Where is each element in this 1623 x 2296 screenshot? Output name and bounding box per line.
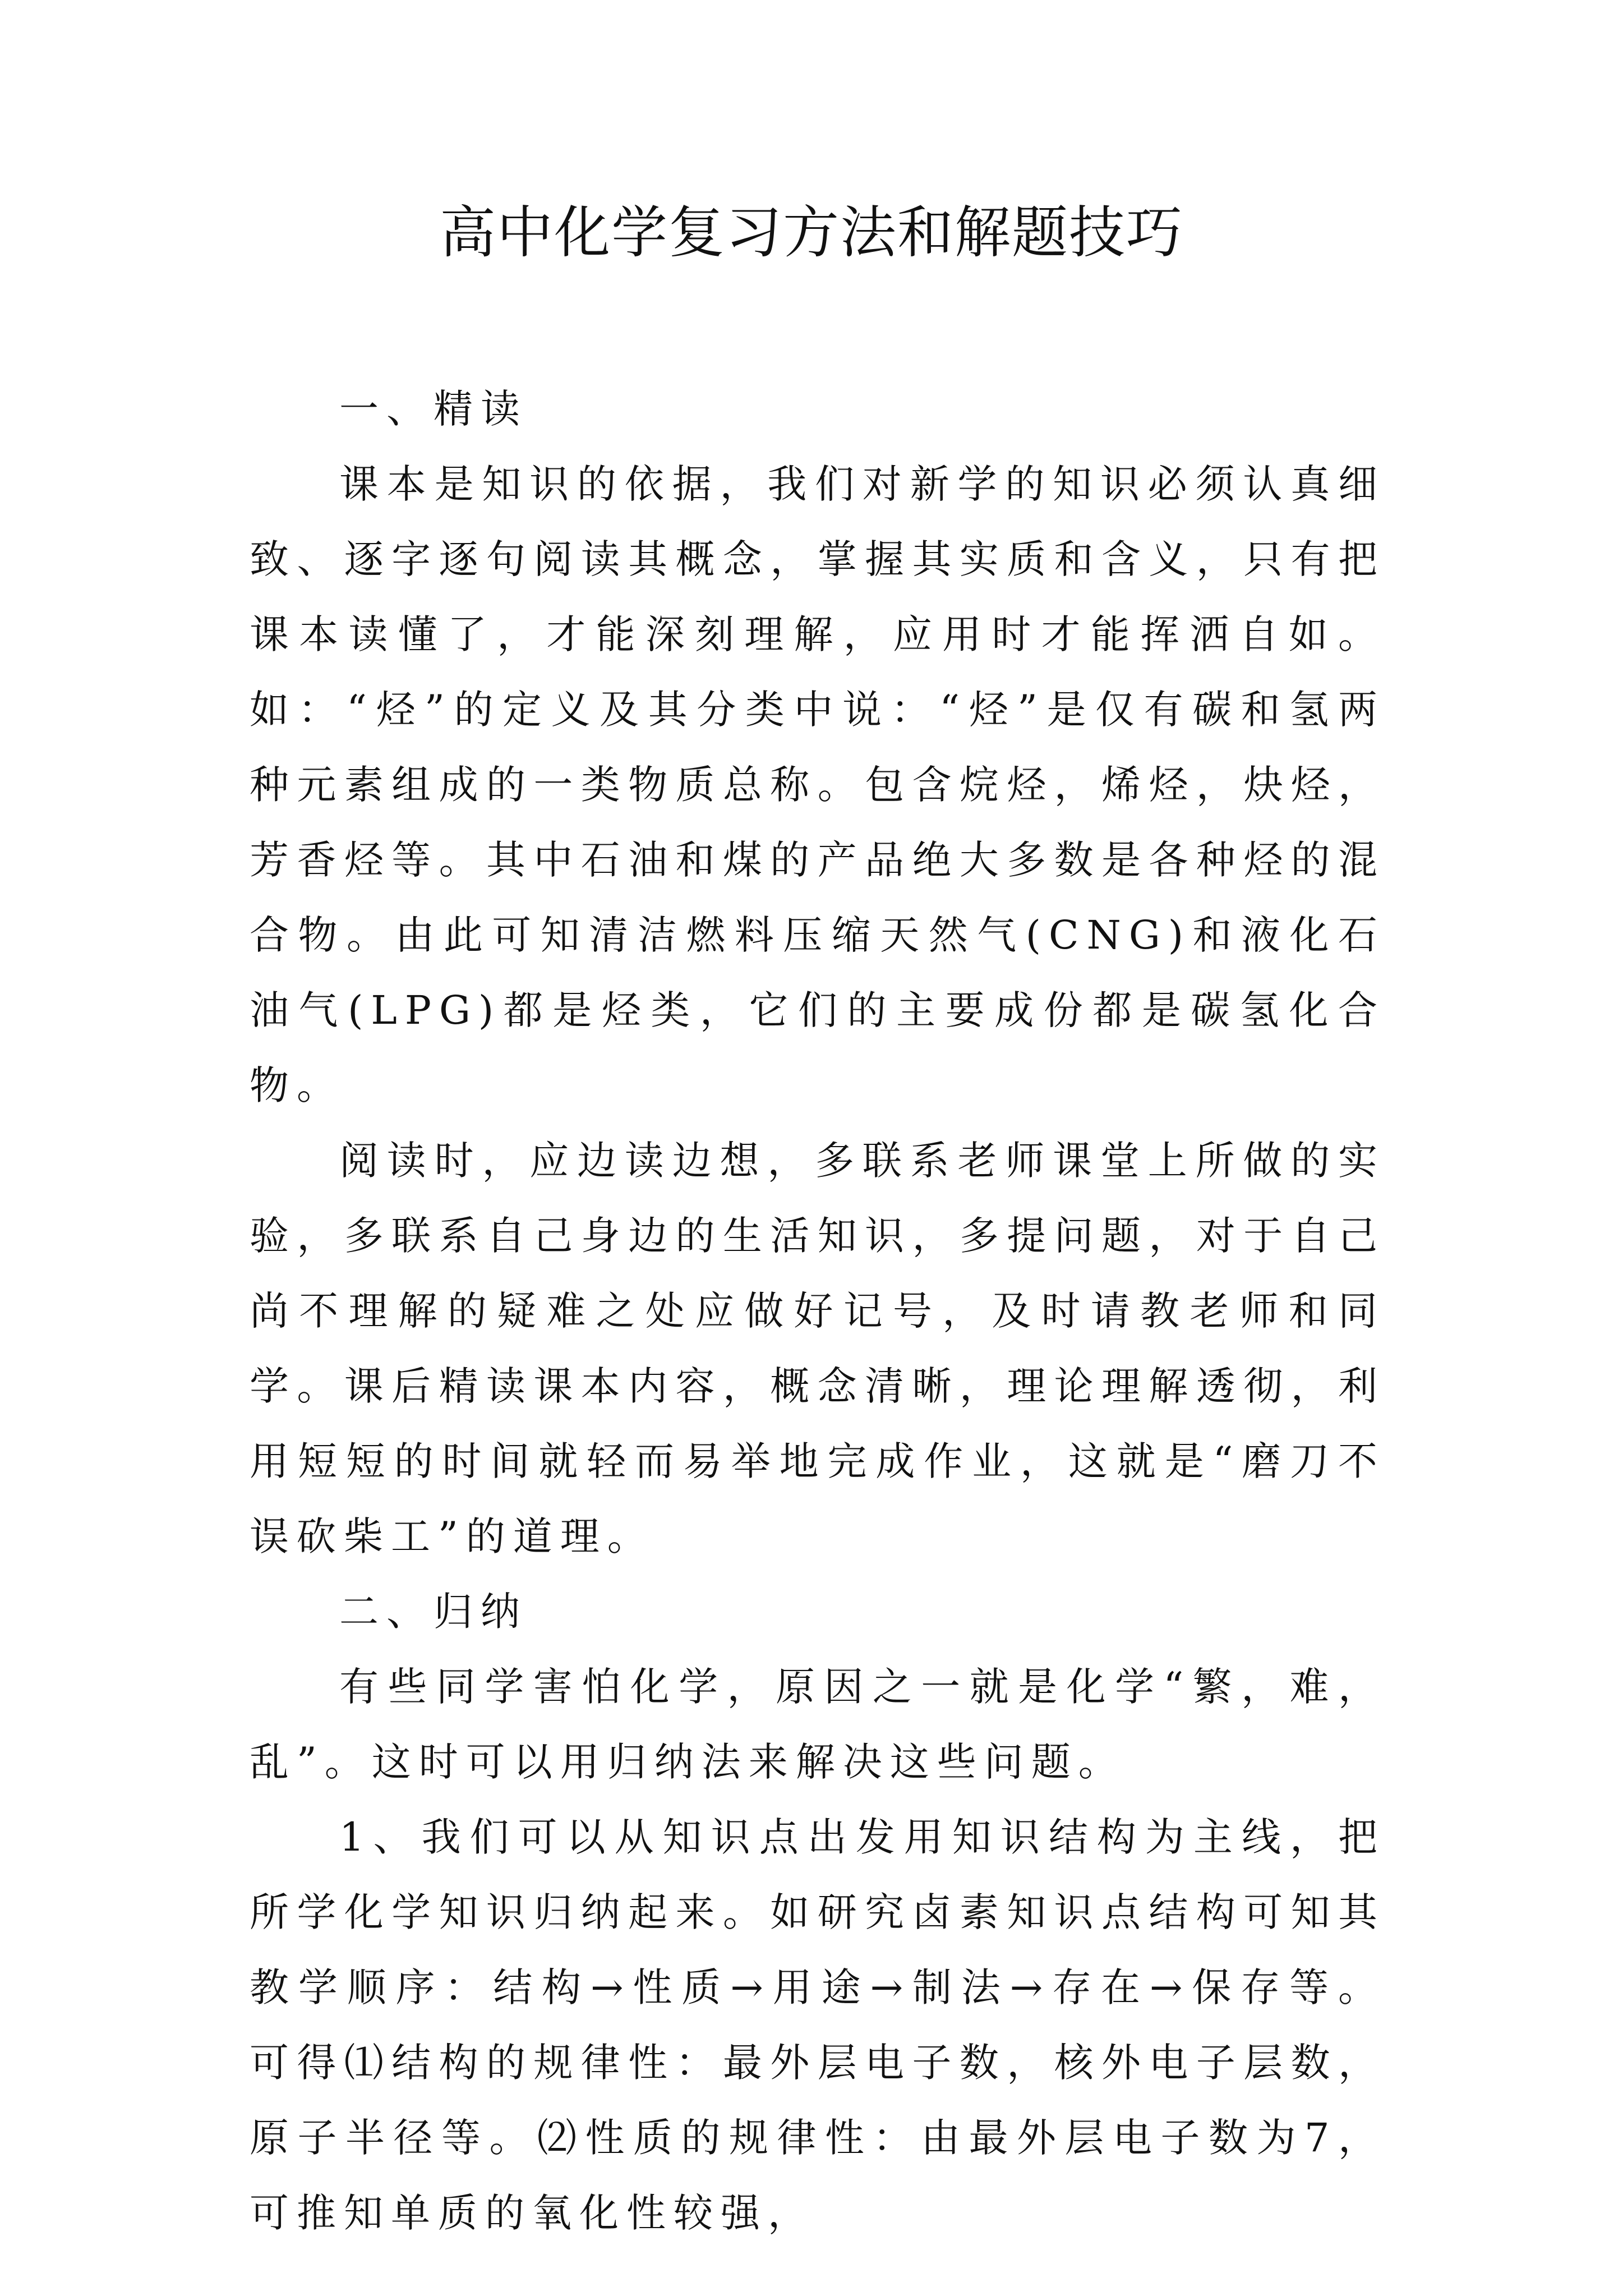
paragraph-reading-tips: 阅读时，应边读边想，多联系老师课堂上所做的实验，多联系自己身边的生活知识，多提问题，对于自己尚不理解的疑难之处应做好记号，及时请教老师和同学。课后精读课本内容，概念清晰，理论理解透彻，利用短短的时间就轻而易举地完成作业，这就是“磨刀不误砍柴工”的道理。: [250, 1138, 1385, 1559]
section-heading-induction: 二、归纳: [339, 1589, 528, 1635]
paragraph-induction-intro: 有些同学害怕化学，原因之一就是化学“繁，难，乱”。这时可以用归纳法来解决这些问题。: [250, 1664, 1385, 1785]
document-title: 高中化学复习方法和解题技巧: [440, 200, 1183, 265]
document-body: [250, 371, 1385, 2251]
paragraph-knowledge-structure: 1、我们可以从知识点出发用知识结构为主线，把所学化学知识归纳起来。如研究卤素知识点结构可知其教学顺序：结构→性质→用途→制法→存在→保存等。可得⑴结构的规律性：最外层电子数，核外电子层数，原子半径等。⑵性质的规律性：由最外层电子数为7，可推知单质的氧化性较强，: [250, 1814, 1385, 2236]
section-heading-intensive-reading: 一、精读: [339, 386, 528, 432]
paragraph-textbook-reading: 课本是知识的依据，我们对新学的知识必须认真细致、逐字逐句阅读其概念，掌握其实质和含义，只有把课本读懂了，才能深刻理解，应用时才能挥洒自如。如：“烃”的定义及其分类中说：“烃”是仅有碳和氢两种元素组成的一类物质总称。包含烷烃，烯烃，炔烃，芳香烃等。其中石油和煤的产品绝大多数是各种烃的混合物。由此可知清洁燃料压缩天然气(CNG)和液化石油气(LPG)都是烃类，它们的主要成份都是碳氢化合物。: [250, 461, 1385, 1108]
